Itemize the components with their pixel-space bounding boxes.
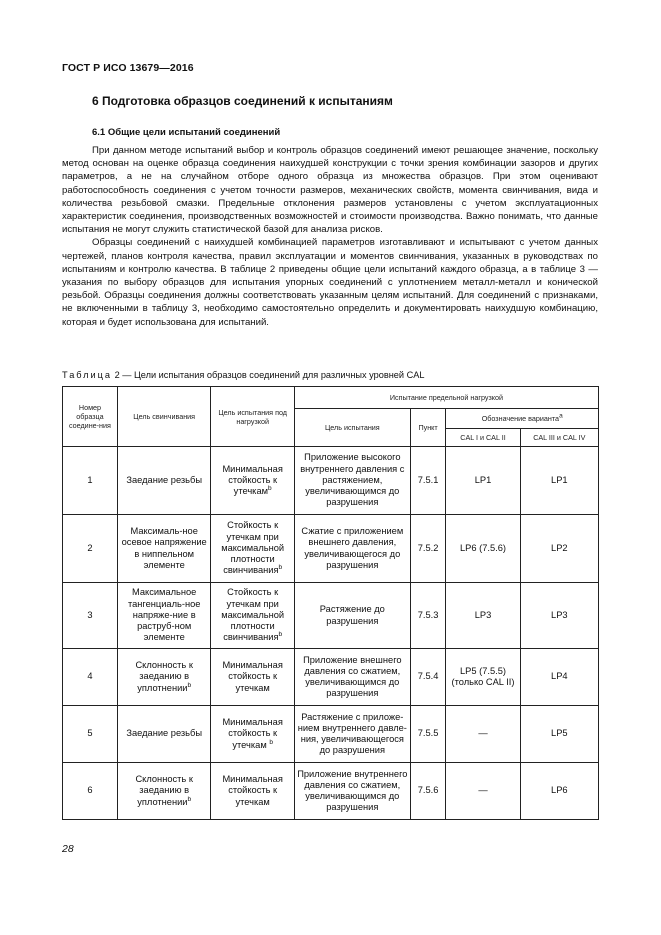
test-goals-table	[62, 386, 599, 820]
footnote-marker: b	[187, 795, 192, 803]
cell-test: Растяжение до разрушения	[294, 583, 410, 649]
table-row	[63, 763, 599, 820]
cell-test: Приложение внутреннего давления со сжатием, увеличивающимся до разрушения	[294, 763, 410, 820]
table-row	[63, 447, 599, 515]
cell-test: Растяжение с приложе-нием внутреннего давле-ния, увеличивающегося до разрушения	[294, 706, 410, 763]
cell-number: 3	[63, 583, 118, 649]
cell-cal-3-4: LP5	[520, 706, 598, 763]
header-clause: Пункт	[410, 409, 446, 447]
footnote-marker: b	[187, 681, 192, 689]
cell-clause: 7.5.2	[410, 515, 446, 583]
header-sample-number: Номер образца соедине-ния	[63, 387, 118, 447]
cell-load-text: Минимальная стойкость к утечкам	[222, 463, 283, 497]
paragraph: Образцы соединений с наихудшей комбинацией параметров изготавливают и испытывают с учетом данных чертежей, планов контроля качества, правил эксплуатации и моментов свинчивания, указанных в руководствах по испытаниям и контролю качества. В таблице 2 приведены общие цели испытаний каждого образца, а в таблице 3 — указания по выбору образцов для испытания упорных соединений с уплотнением металл-металл и конической резьбой. Образцы соединения должны соответствовать указанным целям испытаний. Для соединений с признаками, не включенными в таблицу 3, необходимо самостоятельно определить и документировать наихудшую комбинацию, которая и будет использована для испытаний.	[62, 237, 598, 328]
cell-number: 2	[63, 515, 118, 583]
cell-makeup-text: Склонность к заеданию в уплотнении	[135, 774, 193, 807]
cell-clause: 7.5.5	[410, 706, 446, 763]
body-text	[62, 144, 598, 329]
cell-makeup-text: Заедание резьбы	[126, 728, 203, 739]
table-row	[63, 515, 599, 583]
cell-load-text: Минимальная стойкость к утечкам	[222, 660, 283, 693]
paragraph: При данном методе испытаний выбор и контроль образцов соединений имеют решающее значение, поскольку метод основан на оценке образца соединения наихудшей конструкции с точки зрения комбинации зазоров и других параметров, а не на случайном отборе одного образца из множества образцов. При этом оценивают работоспособность соединения с учетом точности размеров, механических свойств, момента свинчивания, вида и количества резьбовой смазки. Предельные отклонения размеров установлены с учетом эксплуатационных характеристик соединения, производственных возможностей и стоимости производства. Важно понимать, что данные испытания не могут служить статистической базой для анализа рисков.	[62, 145, 598, 236]
cell-load	[211, 706, 294, 763]
header-limit-load-test: Испытание предельной нагрузкой	[294, 387, 598, 409]
cell-cal-1-2: LP6 (7.5.6)	[446, 515, 520, 583]
cell-test: Сжатие с приложением внешнего давления, увеличивающегося до разрушения	[294, 515, 410, 583]
footnote-marker: b	[278, 631, 283, 639]
cell-makeup-text: Склонность к заеданию в уплотнении	[135, 660, 193, 693]
page-number: 28	[62, 843, 74, 855]
cell-cal-1-2: —	[446, 763, 520, 820]
header-test-goal: Цель испытания	[294, 409, 410, 447]
cell-cal-3-4: LP1	[520, 447, 598, 515]
cell-load-text: Стойкость к утечкам при максимальной плотности свинчивания	[221, 520, 285, 576]
cell-cal-1-2: LP1	[446, 447, 520, 515]
cell-cal-3-4: LP4	[520, 649, 598, 706]
cell-load	[211, 447, 294, 515]
cell-number: 6	[63, 763, 118, 820]
table-caption	[62, 370, 424, 380]
cell-number: 5	[63, 706, 118, 763]
cell-load	[211, 515, 294, 583]
cell-load-text: Минимальная стойкость к утечкам	[222, 774, 283, 807]
document-header: ГОСТ Р ИСО 13679—2016	[62, 62, 194, 74]
cell-cal-3-4: LP6	[520, 763, 598, 820]
cell-test: Приложение высокого внутреннего давления с растяжением, увеличивающимся до разрушения	[294, 447, 410, 515]
subsection-title: 6.1 Общие цели испытаний соединений	[92, 127, 281, 138]
header-cal-3-4: CAL III и CAL IV	[520, 429, 598, 447]
table-caption-text: 2 — Цели испытания образцов соединений для различных уровней CAL	[112, 370, 425, 380]
cell-cal-3-4: LP2	[520, 515, 598, 583]
cell-makeup	[117, 763, 211, 820]
cell-makeup	[117, 515, 211, 583]
cell-makeup-text: Заедание резьбы	[126, 474, 203, 485]
cell-cal-1-2: —	[446, 706, 520, 763]
cell-clause: 7.5.6	[410, 763, 446, 820]
cell-makeup	[117, 447, 211, 515]
cell-clause: 7.5.4	[410, 649, 446, 706]
cell-makeup-text: Максималь-ное осевое напряжение в ниппельном элементе	[121, 526, 207, 570]
footnote-marker: b	[269, 738, 273, 746]
header-variant-designation	[446, 409, 599, 429]
table-row	[63, 583, 599, 649]
cell-cal-1-2: LP3	[446, 583, 520, 649]
cell-makeup	[117, 706, 211, 763]
cell-makeup-text: Максимальное тангенциаль-ное напряже-ние в раструб-ном элементе	[127, 587, 201, 643]
cell-load-text: Стойкость к утечкам при максимальной плотности свинчивания	[221, 587, 285, 643]
cell-makeup	[117, 583, 211, 649]
cell-makeup	[117, 649, 211, 706]
cell-cal-3-4: LP3	[520, 583, 598, 649]
cell-load	[211, 649, 294, 706]
cell-test: Приложение внешнего давления со сжатием, увеличивающимся до разрушения	[294, 649, 410, 706]
footnote-marker: b	[268, 485, 272, 492]
table-row	[63, 649, 599, 706]
table-caption-label: Таблица	[62, 370, 113, 380]
cell-clause: 7.5.1	[410, 447, 446, 515]
header-variant-label: Обозначение варианта	[481, 414, 560, 423]
cell-number: 4	[63, 649, 118, 706]
cell-cal-1-2: LP5 (7.5.5) (только CAL II)	[446, 649, 520, 706]
header-cal-1-2: CAL I и CAL II	[446, 429, 520, 447]
cell-clause: 7.5.3	[410, 583, 446, 649]
section-title: 6 Подготовка образцов соединений к испытаниям	[92, 94, 393, 108]
header-makeup-goal: Цель свинчивания	[117, 387, 211, 447]
header-load-test-goal: Цель испытания под нагрузкой	[211, 387, 294, 447]
table-row	[63, 706, 599, 763]
cell-load	[211, 763, 294, 820]
cell-load	[211, 583, 294, 649]
cell-number: 1	[63, 447, 118, 515]
cell-load-text: Минимальная стойкость к утечкам	[222, 717, 283, 750]
footnote-marker: a	[559, 412, 563, 420]
footnote-marker: b	[278, 564, 283, 572]
